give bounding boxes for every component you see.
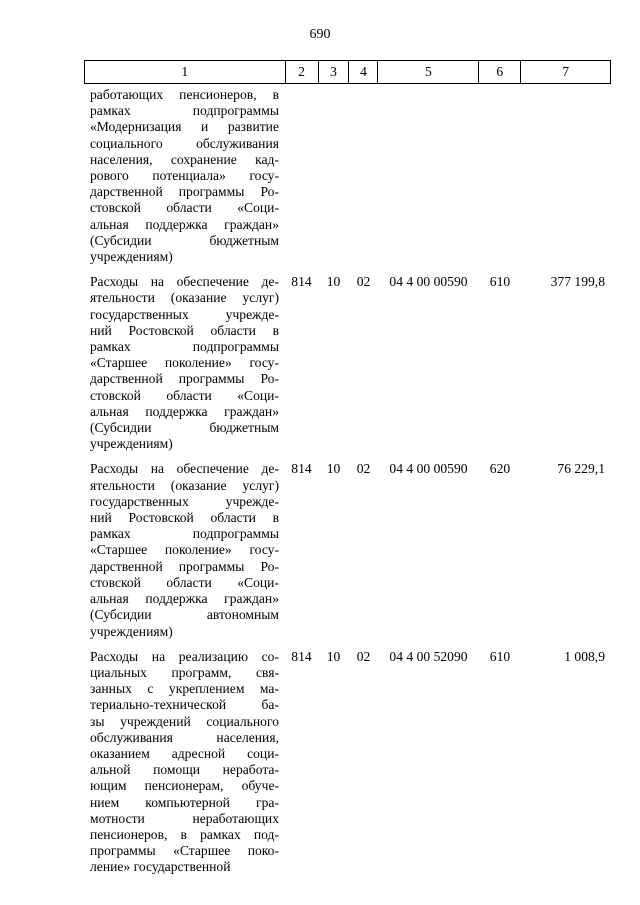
description-line: стовской области «Соци- xyxy=(90,200,279,216)
description-line: рамках подпрограммы xyxy=(90,103,279,119)
description-line: социального обслуживания xyxy=(90,135,279,151)
table-row xyxy=(84,87,611,265)
row-amount xyxy=(521,87,611,265)
table-header xyxy=(84,60,611,84)
row-ministry-code xyxy=(285,87,318,265)
description-line: дарственной программы Ро- xyxy=(90,184,279,200)
header-col-6: 6 xyxy=(479,61,521,83)
header-col-5: 5 xyxy=(378,61,479,83)
description-line: пенсионеров, в рамках под- xyxy=(90,826,279,842)
description-line: учреждениям) xyxy=(90,623,173,639)
table-row xyxy=(84,274,611,452)
description-line: мотности неработающих xyxy=(90,810,279,826)
row-expense-type xyxy=(479,87,521,265)
row-section xyxy=(318,87,349,265)
row-target-article: 04 4 00 00590 xyxy=(389,461,468,477)
row-target-article: 04 4 00 00590 xyxy=(389,274,468,290)
table-body xyxy=(84,84,611,876)
description-line: государственных учрежде- xyxy=(90,306,279,322)
description-line: (Субсидии бюджетным xyxy=(90,420,279,436)
table-row xyxy=(84,461,611,639)
description-line: альная поддержка граждан» xyxy=(90,591,279,607)
row-ministry-code: 814 xyxy=(291,648,312,664)
description-line: альная поддержка граждан» xyxy=(90,403,279,419)
description-line: (Субсидии автономным xyxy=(90,607,279,623)
description-line: «Старшее поколение» госу- xyxy=(90,542,279,558)
description-line: «Старшее поколение» госу- xyxy=(90,355,279,371)
header-col-3: 3 xyxy=(319,61,350,83)
row-subsection: 02 xyxy=(356,274,371,290)
description-line: «Модернизация и развитие xyxy=(90,119,279,135)
description-line: стовской области «Соци- xyxy=(90,387,279,403)
description-line: работающих пенсионеров, в xyxy=(90,87,279,102)
description-line: (Субсидии бюджетным xyxy=(90,232,279,248)
description-line: ющим пенсионерам, обуче- xyxy=(90,778,279,794)
row-description xyxy=(84,461,285,639)
row-section: 10 xyxy=(326,274,341,290)
description-line: занных с укреплением ма- xyxy=(90,681,279,697)
budget-table xyxy=(84,60,611,885)
description-line: обслуживания населения, xyxy=(90,729,279,745)
row-expense-type: 610 xyxy=(489,648,511,664)
description-line: рового потенциала» госу- xyxy=(90,168,279,184)
description-line: стовской области «Соци- xyxy=(90,574,279,590)
description-line: населения, сохранение кад- xyxy=(90,151,279,167)
description-line: Расходы на реализацию со- xyxy=(90,648,279,664)
description-line: ний Ростовской области в xyxy=(90,322,279,338)
row-description xyxy=(84,649,285,876)
description-line: ятельности (оказание услуг) xyxy=(90,290,279,306)
description-line: рамках подпрограммы xyxy=(90,339,279,355)
header-col-1: 1 xyxy=(85,61,286,83)
row-expense-type: 620 xyxy=(489,461,511,477)
row-target-article xyxy=(378,87,479,265)
row-amount: 377 199,8 xyxy=(550,274,605,290)
row-subsection: 02 xyxy=(356,648,371,664)
description-line: Расходы на обеспечение де- xyxy=(90,461,279,477)
row-expense-type: 610 xyxy=(489,274,511,290)
description-line: зы учреждений социального xyxy=(90,713,279,729)
row-subsection xyxy=(349,87,378,265)
description-line: оказанием адресной соци- xyxy=(90,745,279,761)
header-col-2: 2 xyxy=(286,61,319,83)
page-number: 690 xyxy=(309,27,331,42)
description-line: Расходы на обеспечение де- xyxy=(90,274,279,290)
row-ministry-code: 814 xyxy=(291,274,312,290)
description-line: рамках подпрограммы xyxy=(90,526,279,542)
row-amount: 76 229,1 xyxy=(557,461,605,477)
description-line: ятельности (оказание услуг) xyxy=(90,477,279,493)
description-line: альной помощи неработа- xyxy=(90,762,279,778)
table-row xyxy=(84,649,611,876)
row-description xyxy=(84,87,285,265)
description-line: нием компьютерной гра- xyxy=(90,794,279,810)
row-amount: 1 008,9 xyxy=(564,648,605,664)
description-line: учреждениям) xyxy=(90,249,173,265)
description-line: дарственной программы Ро- xyxy=(90,371,279,387)
header-col-4: 4 xyxy=(349,61,378,83)
header-col-7: 7 xyxy=(521,61,611,83)
description-line: циальных программ, свя- xyxy=(90,664,279,680)
description-line: альная поддержка граждан» xyxy=(90,216,279,232)
row-ministry-code: 814 xyxy=(291,461,312,477)
description-line: ление» государственной xyxy=(90,859,231,875)
description-line: программы «Старшее поко- xyxy=(90,843,279,859)
description-line: ний Ростовской области в xyxy=(90,510,279,526)
description-line: дарственной программы Ро- xyxy=(90,558,279,574)
row-section: 10 xyxy=(326,648,341,664)
row-target-article: 04 4 00 52090 xyxy=(389,648,468,664)
description-line: териально-технической ба- xyxy=(90,697,279,713)
description-line: учреждениям) xyxy=(90,436,173,452)
description-line: государственных учрежде- xyxy=(90,493,279,509)
row-description xyxy=(84,274,285,452)
row-section: 10 xyxy=(326,461,341,477)
row-subsection: 02 xyxy=(356,461,371,477)
